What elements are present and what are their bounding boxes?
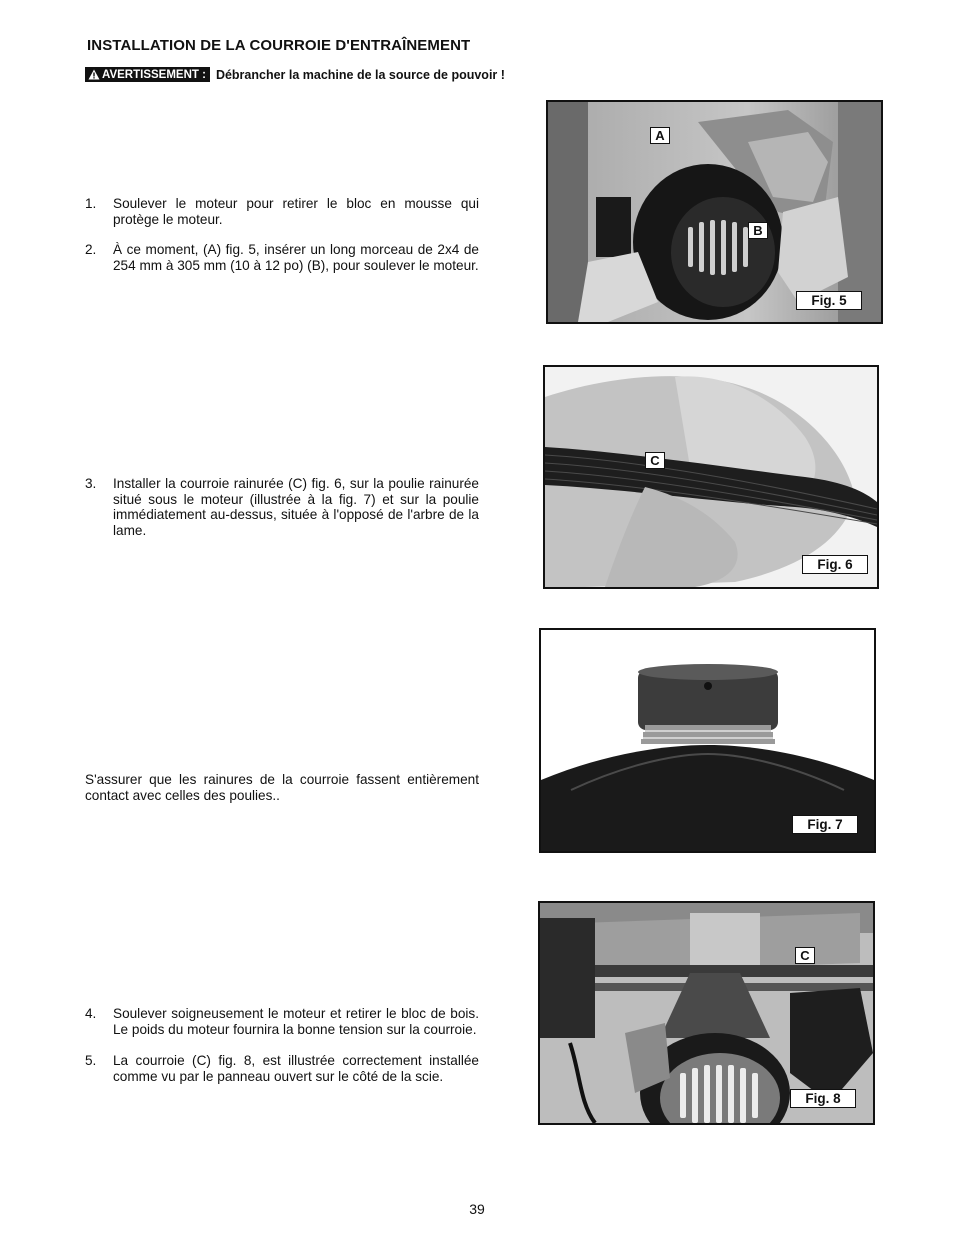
figure-8-label: Fig. 8: [790, 1089, 856, 1108]
step-text: Soulever le moteur pour retirer le bloc en mousse qui protège le moteur.: [113, 196, 479, 227]
step-number: 1.: [85, 196, 97, 211]
figure-6-label: Fig. 6: [802, 555, 868, 574]
figure-5-label: Fig. 5: [796, 291, 862, 310]
page-number: 39: [469, 1201, 485, 1217]
callout-b: B: [748, 222, 768, 239]
step-number: 3.: [85, 476, 97, 491]
step-text: La courroie (C) fig. 8, est illustrée correctement installée comme vu par le panneau ouvert sur le côté de la scie.: [113, 1053, 479, 1084]
section-title: INSTALLATION DE LA COURROIE D'ENTRAÎNEMENT: [87, 37, 471, 54]
callout-c: C: [645, 452, 665, 469]
step-text: Installer la courroie rainurée (C) fig. 6, sur la poulie rainurée situé sous le moteur (illustrée à la fig. 7) et sur la poulie immédiatement au-dessus, située à l'opposé de l'arbre de la lame.: [113, 476, 479, 538]
figure-5-photo: [548, 102, 881, 322]
step-3: [85, 476, 479, 538]
figure-6-photo: [545, 367, 877, 587]
warning-text: Débrancher la machine de la source de pouvoir !: [215, 67, 505, 82]
step-number: 4.: [85, 1006, 97, 1021]
callout-a: A: [650, 127, 670, 144]
callout-c: C: [795, 947, 815, 964]
figure-7-label: Fig. 7: [792, 815, 858, 834]
step-number: 5.: [85, 1053, 97, 1068]
step-text: Soulever soigneusement le moteur et retirer le bloc de bois. Le poids du moteur fournira la bonne tension sur la courroie.: [113, 1006, 479, 1037]
figure-6: [543, 365, 879, 589]
warning-badge-label: AVERTISSEMENT :: [102, 68, 206, 81]
step-4: [85, 1006, 479, 1037]
step-5: [85, 1053, 479, 1084]
step-text: À ce moment, (A) fig. 5, insérer un long morceau de 2x4 de 254 mm à 305 mm (10 à 12 po) (B), pour soulever le moteur.: [113, 242, 479, 273]
note-paragraph: S'assurer que les rainures de la courroie fassent entièrement contact avec celles des poulies..: [85, 772, 479, 803]
warning-triangle-icon: [88, 69, 100, 80]
step-2: [85, 242, 479, 273]
step-1: [85, 196, 479, 227]
figure-8: [538, 901, 875, 1125]
warning-row: [85, 67, 505, 82]
figure-7: [539, 628, 876, 853]
step-number: 2.: [85, 242, 97, 257]
warning-badge: [85, 67, 210, 82]
figure-5: [546, 100, 883, 324]
